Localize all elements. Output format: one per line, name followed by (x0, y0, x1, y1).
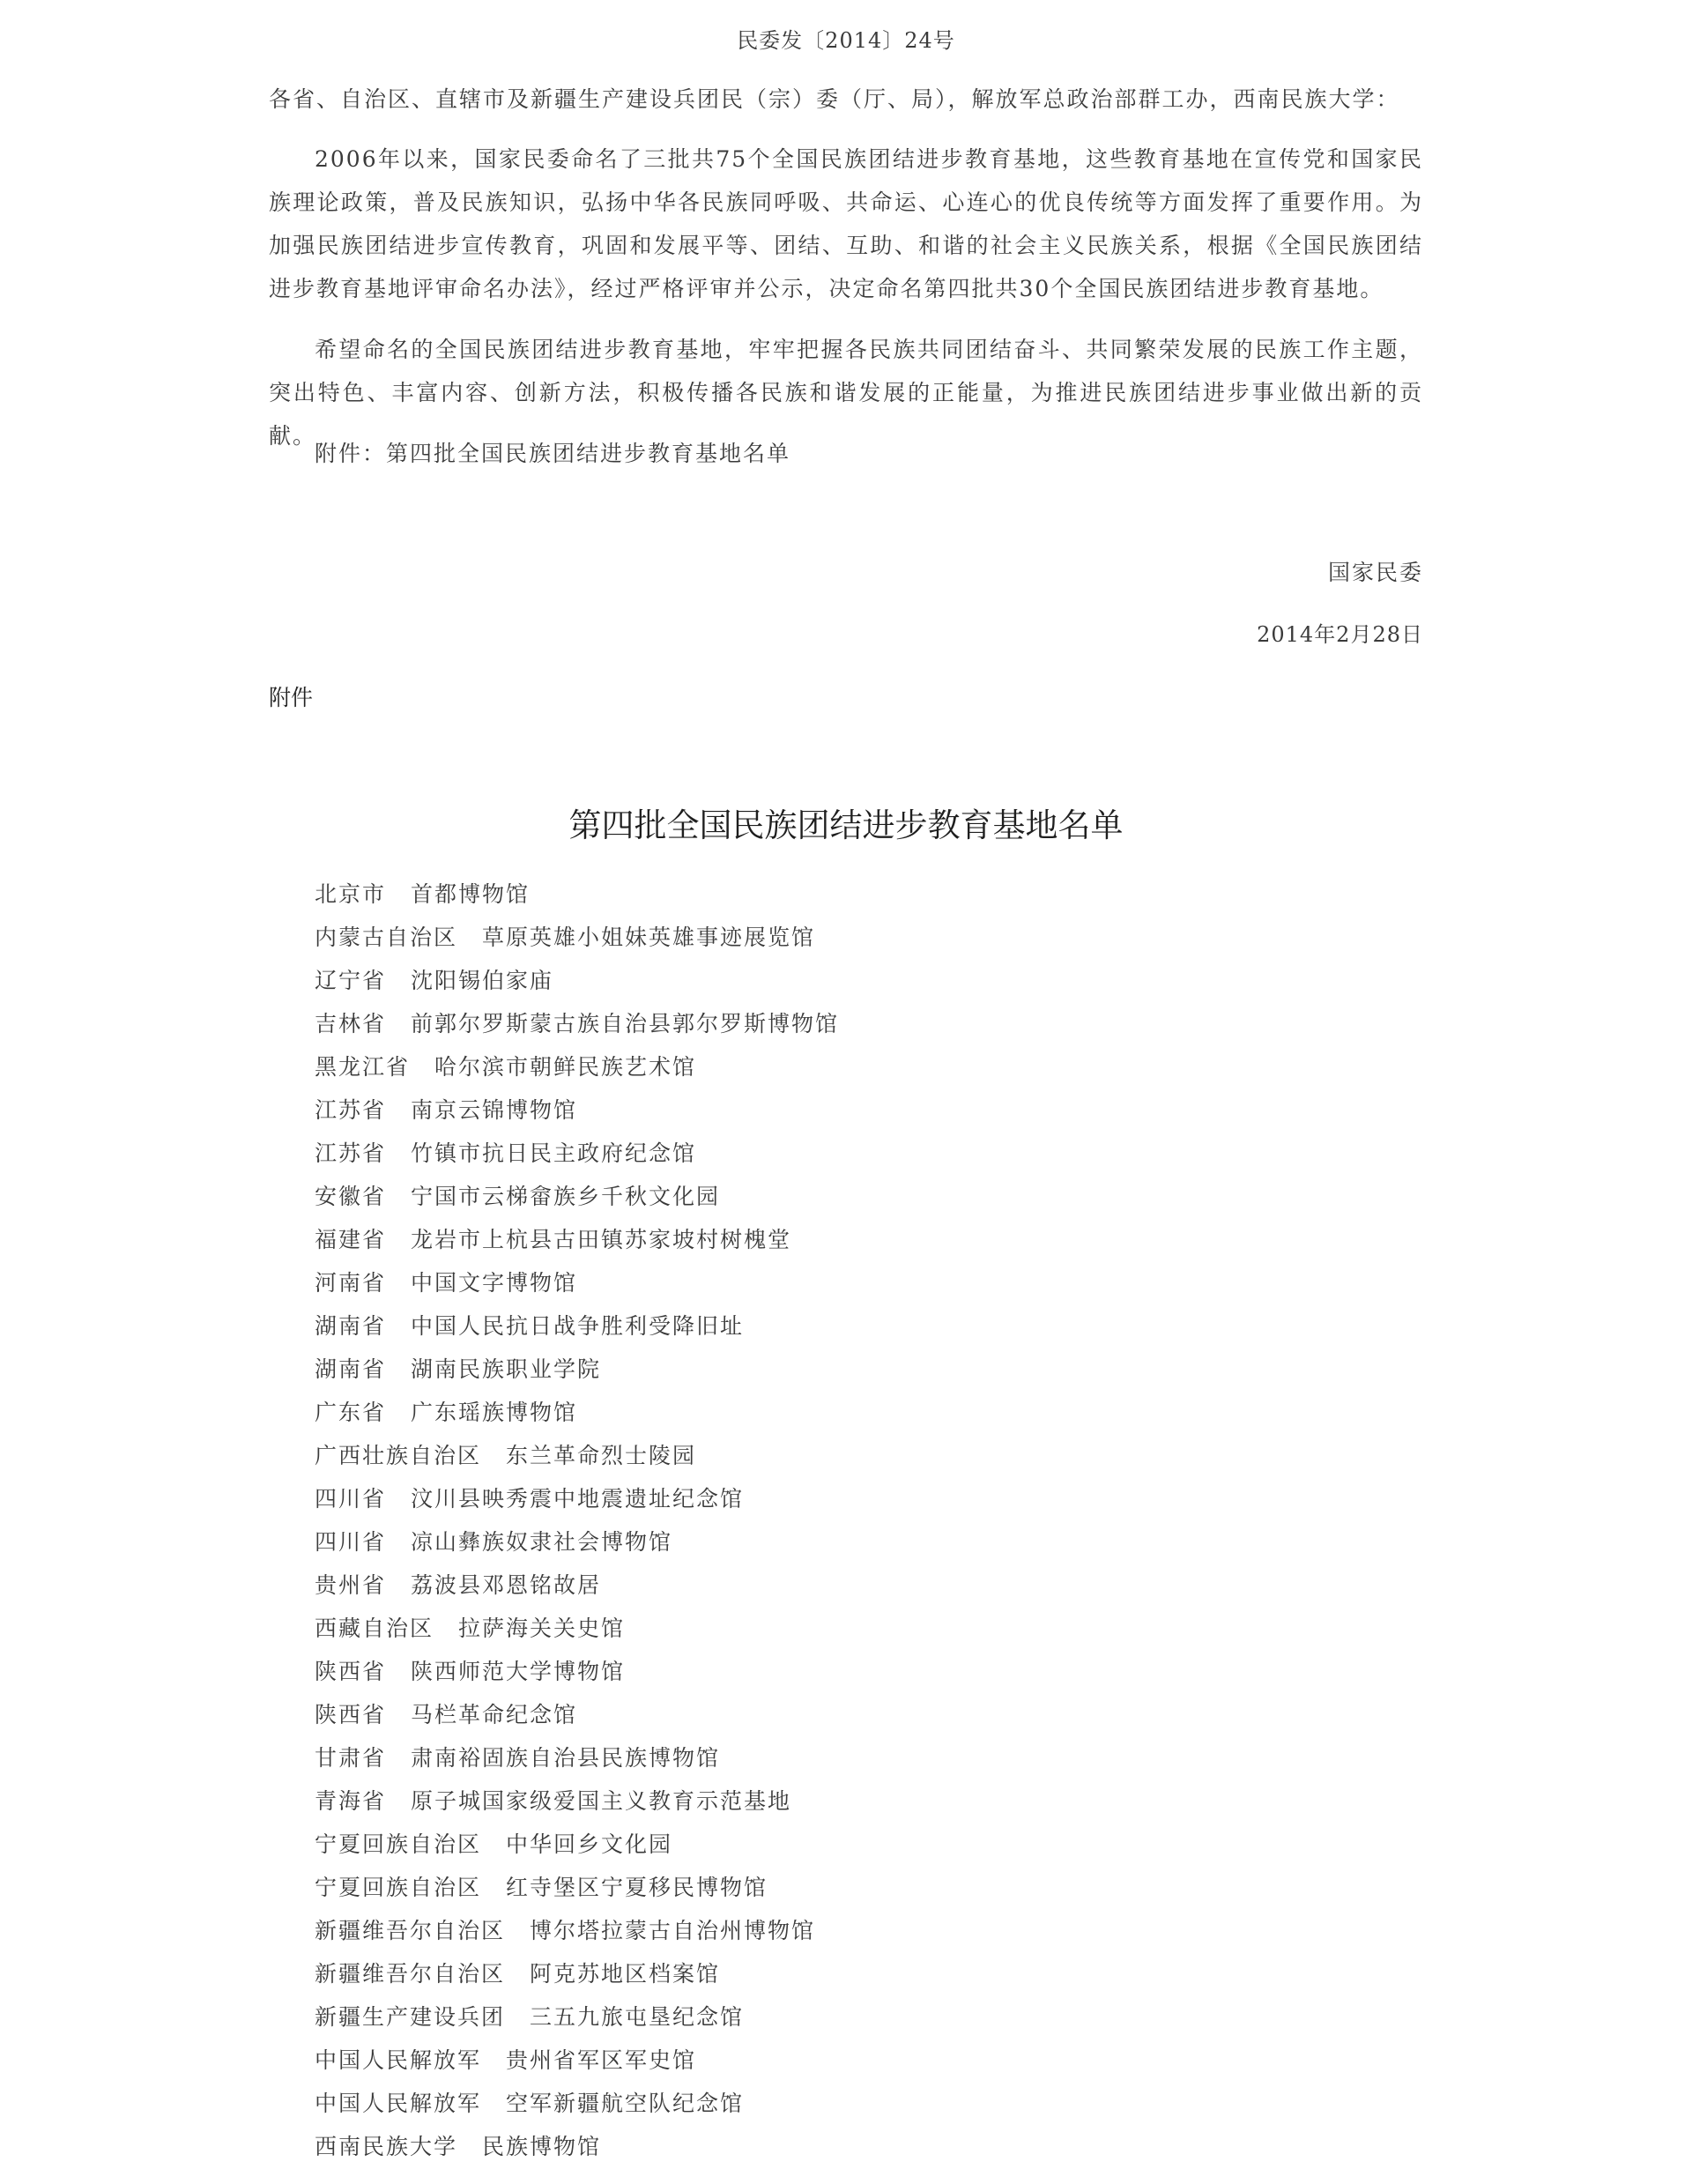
list-item-name: 南京云锦博物馆 (411, 1097, 578, 1123)
list-item-name: 哈尔滨市朝鲜民族艺术馆 (434, 1054, 697, 1080)
list-item-region: 西南民族大学 (315, 2134, 458, 2159)
document-number: 民委发〔2014〕24号 (737, 28, 955, 53)
list-item (315, 1348, 839, 1391)
base-list (315, 873, 839, 2168)
list-item-name: 宁国市云梯畲族乡千秋文化园 (411, 1184, 721, 1209)
attachment-reference: 附件：第四批全国民族团结进步教育基地名单 (315, 441, 791, 466)
list-item (315, 1477, 839, 1520)
list-item-region: 西藏自治区 (315, 1616, 434, 1641)
list-item-region: 北京市 (315, 881, 387, 907)
list-item (315, 1520, 839, 1564)
list-item-name: 沈阳锡伯家庙 (411, 968, 554, 993)
list-item-region: 宁夏回族自治区 (315, 1875, 482, 1900)
list-item (315, 1175, 839, 1218)
list-item (315, 1434, 839, 1477)
list-item-name: 荔波县邓恩铭故居 (411, 1572, 602, 1598)
list-item-region: 福建省 (315, 1227, 387, 1252)
list-item-region: 四川省 (315, 1529, 387, 1555)
list-item-region: 湖南省 (315, 1313, 387, 1339)
list-item (315, 959, 839, 1002)
list-item (315, 1132, 839, 1175)
list-item-name: 东兰革命烈士陵园 (506, 1443, 697, 1468)
list-item-name: 首都博物馆 (411, 881, 531, 907)
list-item (315, 1736, 839, 1779)
list-item-region: 黑龙江省 (315, 1054, 411, 1080)
list-item-region: 河南省 (315, 1270, 387, 1296)
list-item-region: 新疆生产建设兵团 (315, 2004, 506, 2030)
list-item (315, 2082, 839, 2125)
body-paragraph-2: 希望命名的全国民族团结进步教育基地，牢牢把握各民族共同团结奋斗、共同繁荣发展的民族工作主题，突出特色、丰富内容、创新方法，积极传播各民族和谐发展的正能量，为推进民族团结进步事业做出新的贡献。 (269, 337, 1423, 449)
list-item-name: 竹镇市抗日民主政府纪念馆 (411, 1140, 697, 1166)
list-item-region: 江苏省 (315, 1140, 387, 1166)
list-item-region: 青海省 (315, 1788, 387, 1814)
list-item-name: 贵州省军区军史馆 (506, 2047, 697, 2073)
list-item (315, 1995, 839, 2039)
list-item (315, 1261, 839, 1304)
list-item-region: 吉林省 (315, 1011, 387, 1036)
list-item-name: 原子城国家级爱国主义教育示范基地 (411, 1788, 792, 1814)
list-item (315, 1218, 839, 1261)
list-item-region: 宁夏回族自治区 (315, 1831, 482, 1857)
list-item-region: 陕西省 (315, 1659, 387, 1684)
list-item-region: 贵州省 (315, 1572, 387, 1598)
list-item (315, 1866, 839, 1909)
list-item (315, 1650, 839, 1693)
list-item-region: 新疆维吾尔自治区 (315, 1918, 506, 1943)
list-item-name: 陕西师范大学博物馆 (411, 1659, 626, 1684)
list-item-region: 湖南省 (315, 1356, 387, 1382)
list-item (315, 1607, 839, 1650)
list-item-region: 中国人民解放军 (315, 2091, 482, 2116)
list-item-region: 四川省 (315, 1486, 387, 1512)
list-item-name: 肃南裕固族自治县民族博物馆 (411, 1745, 721, 1771)
list-item-name: 阿克苏地区档案馆 (530, 1961, 721, 1987)
list-title: 第四批全国民族团结进步教育基地名单 (568, 806, 1124, 844)
list-item-name: 中国文字博物馆 (411, 1270, 578, 1296)
list-item-region: 中国人民解放军 (315, 2047, 482, 2073)
list-item-name: 湖南民族职业学院 (411, 1356, 602, 1382)
attachment-label: 附件 (269, 685, 314, 710)
list-item-region: 江苏省 (315, 1097, 387, 1123)
list-item-region: 广西壮族自治区 (315, 1443, 482, 1468)
list-item-name: 草原英雄小姐妹英雄事迹展览馆 (482, 925, 816, 950)
list-item-name: 马栏革命纪念馆 (411, 1702, 578, 1727)
list-item-region: 新疆维吾尔自治区 (315, 1961, 506, 1987)
list-item-name: 中国人民抗日战争胜利受降旧址 (411, 1313, 745, 1339)
list-item-name: 中华回乡文化园 (506, 1831, 673, 1857)
list-item-region: 辽宁省 (315, 968, 387, 993)
body-paragraph-1: 2006年以来，国家民委命名了三批共75个全国民族团结进步教育基地，这些教育基地在宣传党和国家民族理论政策，普及民族知识，弘扬中华各民族同呼吸、共命运、心连心的优良传统等方面发挥了重要作用。为加强民族团结进步宣传教育，巩固和发展平等、团结、互助、和谐的社会主义民族关系，根据《全国民族团结进步教育基地评审命名办法》，经过严格评审并公示，决定命名第四批共30个全国民族团结进步教育基地。 (269, 146, 1423, 301)
list-item-name: 龙岩市上杭县古田镇苏家坡村树槐堂 (411, 1227, 792, 1252)
list-item (315, 1823, 839, 1866)
list-item (315, 1045, 839, 1088)
list-item-region: 内蒙古自治区 (315, 925, 458, 950)
list-item-name: 汶川县映秀震中地震遗址纪念馆 (411, 1486, 745, 1512)
list-item (315, 1909, 839, 1952)
list-item-name: 凉山彝族奴隶社会博物馆 (411, 1529, 673, 1555)
list-item (315, 1304, 839, 1348)
list-item (315, 2125, 839, 2168)
list-item (315, 1088, 839, 1132)
list-item-name: 博尔塔拉蒙古自治州博物馆 (530, 1918, 816, 1943)
list-item (315, 1002, 839, 1045)
list-item (315, 1693, 839, 1736)
salutation: 各省、自治区、直辖市及新疆生产建设兵团民（宗）委（厅、局），解放军总政治部群工办，西南民族大学： (269, 86, 1400, 112)
list-item-name: 三五九旅屯垦纪念馆 (530, 2004, 745, 2030)
list-item (315, 916, 839, 959)
list-item (315, 1952, 839, 1995)
list-item (315, 1779, 839, 1823)
list-item-name: 拉萨海关关史馆 (458, 1616, 626, 1641)
list-item (315, 1391, 839, 1434)
list-item-name: 红寺堡区宁夏移民博物馆 (506, 1875, 768, 1900)
list-item-region: 安徽省 (315, 1184, 387, 1209)
list-item-region: 广东省 (315, 1400, 387, 1425)
list-item-region: 陕西省 (315, 1702, 387, 1727)
list-item (315, 2039, 839, 2082)
list-item-region: 甘肃省 (315, 1745, 387, 1771)
list-item-name: 广东瑶族博物馆 (411, 1400, 578, 1425)
list-item-name: 民族博物馆 (482, 2134, 602, 2159)
issue-date: 2014年2月28日 (1257, 622, 1423, 647)
list-item-name: 空军新疆航空队纪念馆 (506, 2091, 745, 2116)
list-item (315, 873, 839, 916)
list-item-name: 前郭尔罗斯蒙古族自治县郭尔罗斯博物馆 (411, 1011, 840, 1036)
signer: 国家民委 (1327, 560, 1423, 585)
list-item (315, 1564, 839, 1607)
